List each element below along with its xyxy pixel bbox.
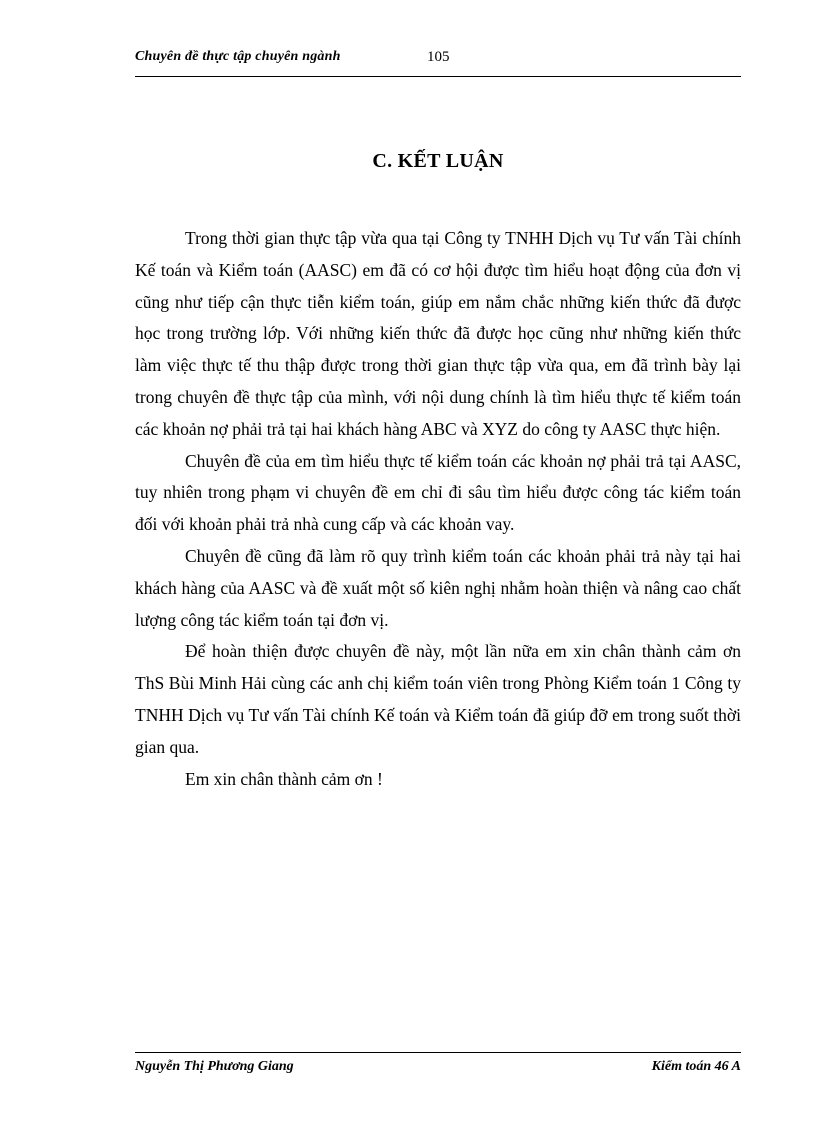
footer-author: Nguyễn Thị Phương Giang [135,1059,294,1074]
page-footer [135,1052,741,1083]
footer-class: Kiểm toán 46 A [651,1059,741,1074]
paragraph: Trong thời gian thực tập vừa qua tại Công ty TNHH Dịch vụ Tư vấn Tài chính Kế toán và Kiểm toán (AASC) em đã có cơ hội được tìm hiểu hoạt động của đơn vị cũng như tiếp cận thực tiễn kiểm toán, giúp em nắm chắc những kiến thức đã được học trong trường lớp. Với những kiến thức đã được học cũng như những kiến thức làm việc thực tế thu thập được trong thời gian thực tập vừa qua, em đã trình bày lại trong chuyên đề thực tập của mình, với nội dung chính là tìm hiểu thực tế kiểm toán các khoản nợ phải trả tại hai khách hàng ABC và XYZ do công ty AASC thực hiện. [135,228,741,439]
section-title: C. KẾT LUẬN [372,150,504,172]
paragraph: Để hoàn thiện được chuyên đề này, một lần nữa em xin chân thành cảm ơn ThS Bùi Minh Hải cùng các anh chị kiểm toán viên trong Phòng Kiểm toán 1 Công ty TNHH Dịch vụ Tư vấn Tài chính Kế toán và Kiểm toán đã giúp đỡ em trong suốt thời gian qua. [135,641,741,757]
paragraph: Chuyên đề cũng đã làm rõ quy trình kiểm toán các khoản phải trả này tại hai khách hàng của AASC và đề xuất một số kiên nghị nhằm hoàn thiện và nâng cao chất lượng công tác kiểm toán tại đơn vị. [135,545,741,630]
body-text [135,223,741,795]
paragraph: Em xin chân thành cảm ơn ! [185,768,383,789]
header-title: Chuyên đề thực tập chuyên ngành [135,49,341,64]
page-number: 105 [427,49,450,65]
paragraph: Chuyên đề của em tìm hiểu thực tế kiểm toán các khoản nợ phải trả tại AASC, tuy nhiên trong phạm vi chuyên đề em chỉ đi sâu tìm hiểu được công tác kiểm toán đối với khoản phải trả nhà cung cấp và các khoản vay. [135,450,741,535]
page-header [135,46,741,77]
